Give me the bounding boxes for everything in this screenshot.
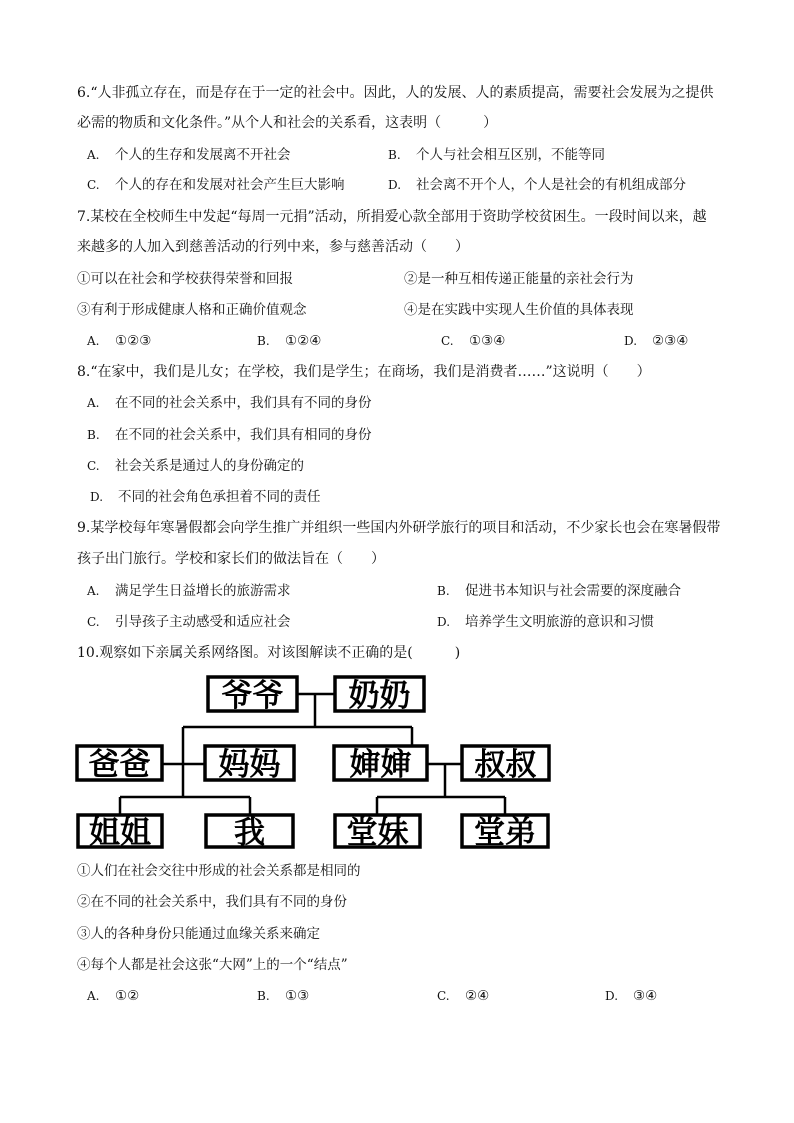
q9-stem-line2: 孩子出门旅行。学校和家长们的做法旨在（ ） xyxy=(77,551,385,567)
q9-option-d: D. 培养学生文明旅游的意识和习惯 xyxy=(437,614,654,630)
q7-option-a: A. ①②③ xyxy=(87,333,152,349)
node-cousin-sister: 堂妹 xyxy=(346,815,409,851)
q7-option-b: B. ①②④ xyxy=(257,333,322,349)
q7-stem-line1: 7.某校在全校师生中发起“每周一元捐”活动，所捐爱心款全部用于资助学校贫困生。一段时间以来，越 xyxy=(77,209,707,225)
q10-statement-1: ①人们在社会交往中形成的社会关系都是相同的 xyxy=(77,863,361,879)
q10-option-a: A. ①② xyxy=(87,988,140,1004)
q10-stem: 10.观察如下亲属关系网络图。对该图解读不正确的是( ) xyxy=(77,645,461,661)
q6-stem-line2: 必需的物质和文化条件。”从个人和社会的关系看，这表明（ ） xyxy=(77,115,498,131)
q6-option-b: B. 个人与社会相互区别，不能等同 xyxy=(388,147,605,163)
diagram-connectors xyxy=(120,694,505,815)
node-cousin-brother: 堂弟 xyxy=(474,815,536,851)
node-uncle: 叔叔 xyxy=(474,747,537,783)
q7-stem-line2: 来越多的人加入到慈善活动的行列中来，参与慈善活动（ ） xyxy=(77,239,469,255)
q7-statement-3: ③有利于形成健康人格和正确价值观念 xyxy=(77,302,307,318)
q6-option-c: C. 个人的存在和发展对社会产生巨大影响 xyxy=(87,177,345,193)
q6-stem-line1: 6.“人非孤立存在，而是存在于一定的社会中。因此，人的发展、人的素质提高，需要社会发展为之提供 xyxy=(77,85,714,101)
q9-option-c: C. 引导孩子主动感受和适应社会 xyxy=(87,614,291,630)
q8-option-a: A. 在不同的社会关系中，我们具有不同的身份 xyxy=(87,395,372,411)
node-father: 爸爸 xyxy=(88,747,151,783)
node-mother: 妈妈 xyxy=(218,747,281,783)
q10-statement-4: ④每个人都是社会这张“大网”上的一个“结点” xyxy=(77,957,348,973)
q9-stem-line1: 9.某学校每年寒暑假都会向学生推广并组织一些国内外研学旅行的项目和活动，不少家长也会在寒暑假带 xyxy=(77,520,721,536)
q9-option-a: A. 满足学生日益增长的旅游需求 xyxy=(87,583,291,599)
q7-option-c: C. ①③④ xyxy=(441,333,506,349)
q7-option-d: D. ②③④ xyxy=(624,333,689,349)
q8-option-c: C. 社会关系是通过人的身份确定的 xyxy=(87,458,304,474)
q10-option-d: D. ③④ xyxy=(605,988,658,1004)
q10-option-c: C. ②④ xyxy=(437,988,490,1004)
node-grandma: 奶奶 xyxy=(348,678,411,714)
node-grandpa: 爷爷 xyxy=(221,678,284,714)
q8-option-d: D. 不同的社会角色承担着不同的责任 xyxy=(90,489,321,505)
node-sister: 姐姐 xyxy=(89,815,151,851)
q6-option-d: D. 社会离不开个人，个人是社会的有机组成部分 xyxy=(388,177,686,193)
q7-statement-4: ④是在实践中实现人生价值的具体表现 xyxy=(404,302,634,318)
q8-stem: 8.“在家中，我们是儿女；在学校，我们是学生；在商场，我们是消费者……”这说明（ ） xyxy=(77,364,651,380)
q8-option-b: B. 在不同的社会关系中，我们具有相同的身份 xyxy=(87,427,372,443)
q7-statement-2: ②是一种互相传递正能量的亲社会行为 xyxy=(404,271,634,287)
q10-statement-3: ③人的各种身份只能通过血缘关系来确定 xyxy=(77,926,320,942)
q10-statement-2: ②在不同的社会关系中，我们具有不同的身份 xyxy=(77,894,347,910)
q10-option-b: B. ①③ xyxy=(257,988,310,1004)
node-aunt: 婶婶 xyxy=(349,747,412,783)
q6-option-a: A. 个人的生存和发展离不开社会 xyxy=(87,147,291,163)
q9-option-b: B. 促进书本知识与社会需要的深度融合 xyxy=(437,583,681,599)
q7-statement-1: ①可以在社会和学校获得荣誉和回报 xyxy=(77,271,293,287)
node-me: 我 xyxy=(234,815,265,851)
